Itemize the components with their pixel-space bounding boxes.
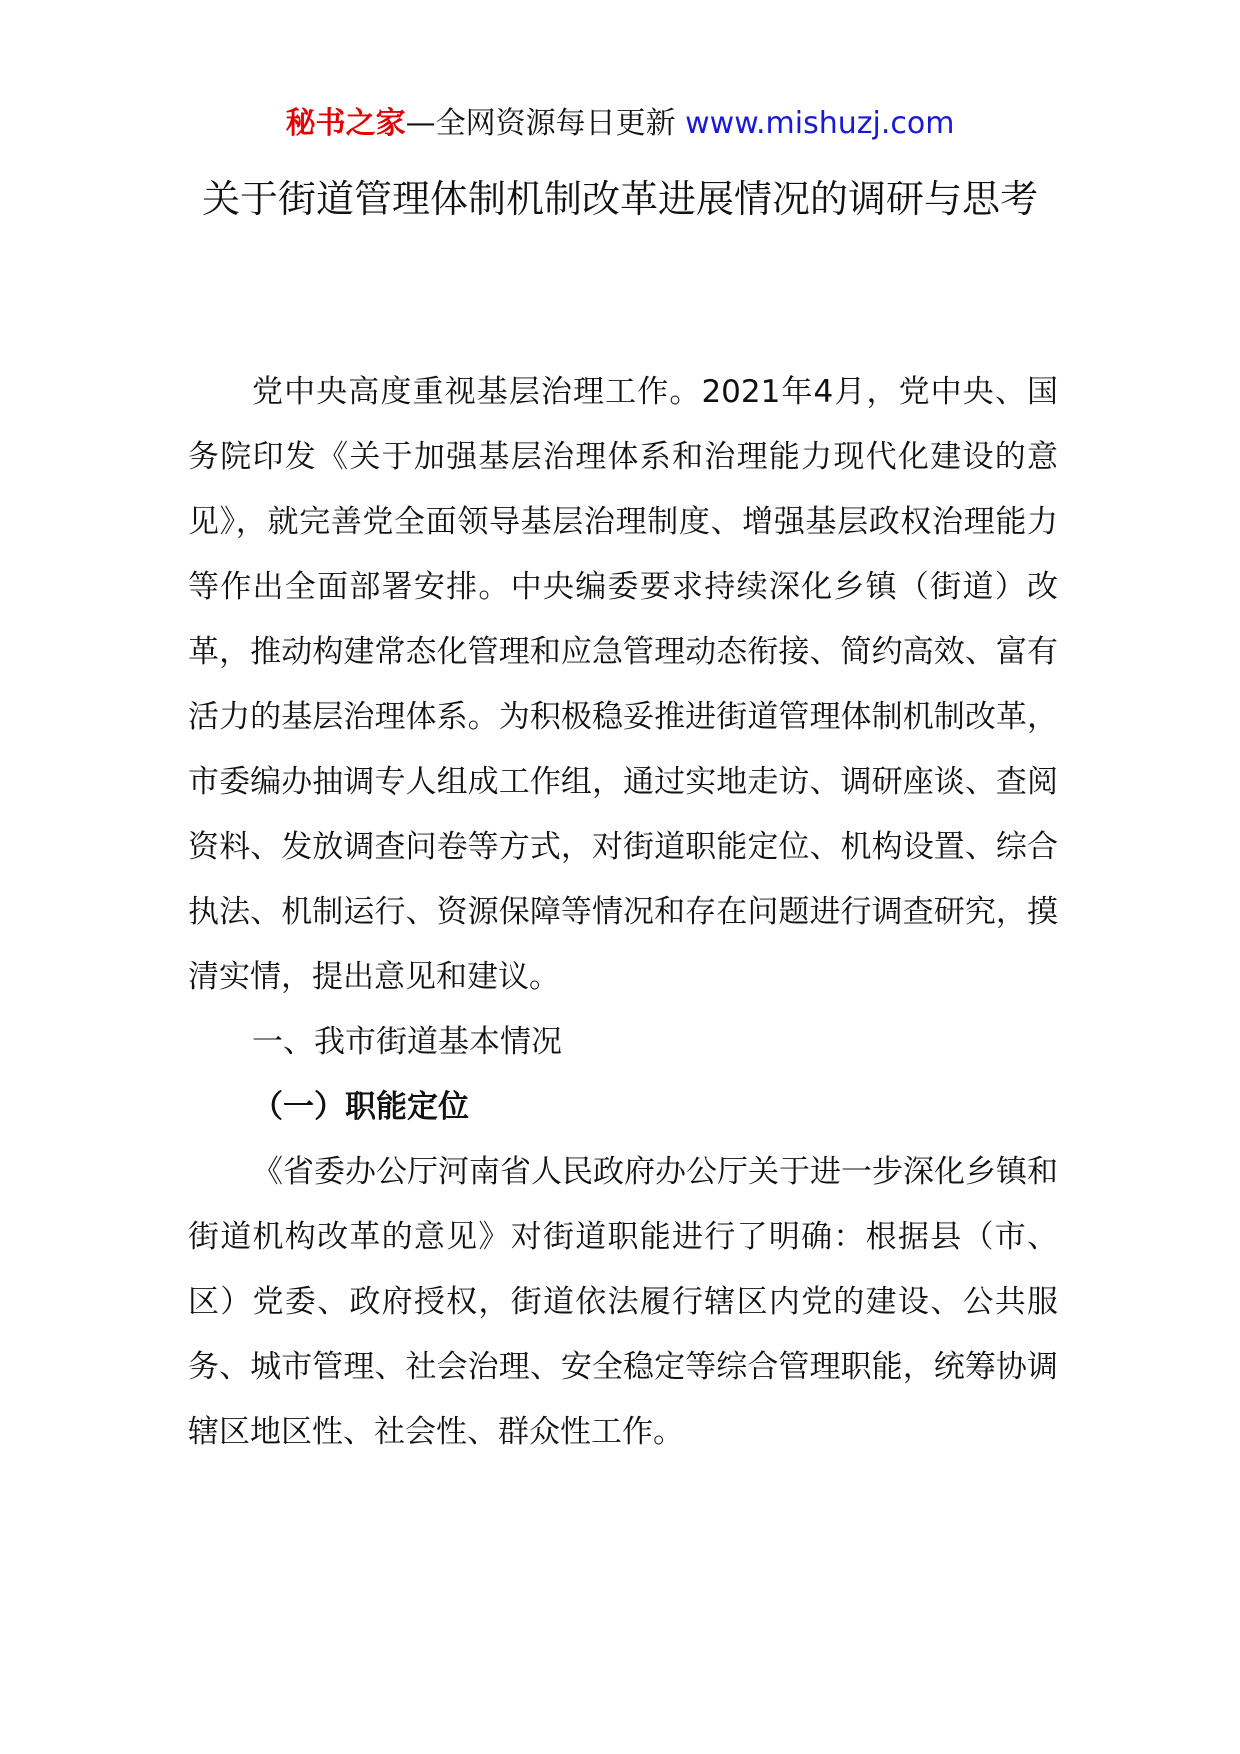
- subsection-paragraph: 《省委办公厅河南省人民政府办公厅关于进一步深化乡镇和街道机构改革的意见》对街道职能进行了明确：根据县（市、区）党委、政府授权，街道依法履行辖区内党的建设、公共服务、城市管理、社会治理、安全稳定等综合管理职能，统筹协调辖区地区性、社会性、群众性工作。: [188, 1154, 1058, 1450]
- section-heading: 一、我市街道基本情况: [252, 1024, 562, 1060]
- site-banner: [0, 104, 1240, 144]
- site-tagline: —全网资源每日更新: [405, 106, 676, 141]
- document-title: 关于街道管理体制机制改革进展情况的调研与思考: [201, 177, 1038, 221]
- subsection-heading: （一）职能定位: [252, 1089, 469, 1125]
- site-url-link[interactable]: www.mishuzj.com: [685, 106, 955, 141]
- site-name: 秘书之家: [285, 106, 406, 141]
- intro-paragraph: 党中央高度重视基层治理工作。2021年4月，党中央、国务院印发《关于加强基层治理体系和治理能力现代化建设的意见》，就完善党全面领导基层治理制度、增强基层政权治理能力等作出全面部署安排。中央编委要求持续深化乡镇（街道）改革，推动构建常态化管理和应急管理动态衔接、简约高效、富有活力的基层治理体系。为积极稳妥推进街道管理体制机制改革，市委编办抽调专人组成工作组，通过实地走访、调研座谈、查阅资料、发放调查问卷等方式，对街道职能定位、机构设置、综合执法、机制运行、资源保障等情况和存在问题进行调查研究，摸清实情，提出意见和建议。: [188, 374, 1058, 995]
- document-body: [188, 360, 1058, 1465]
